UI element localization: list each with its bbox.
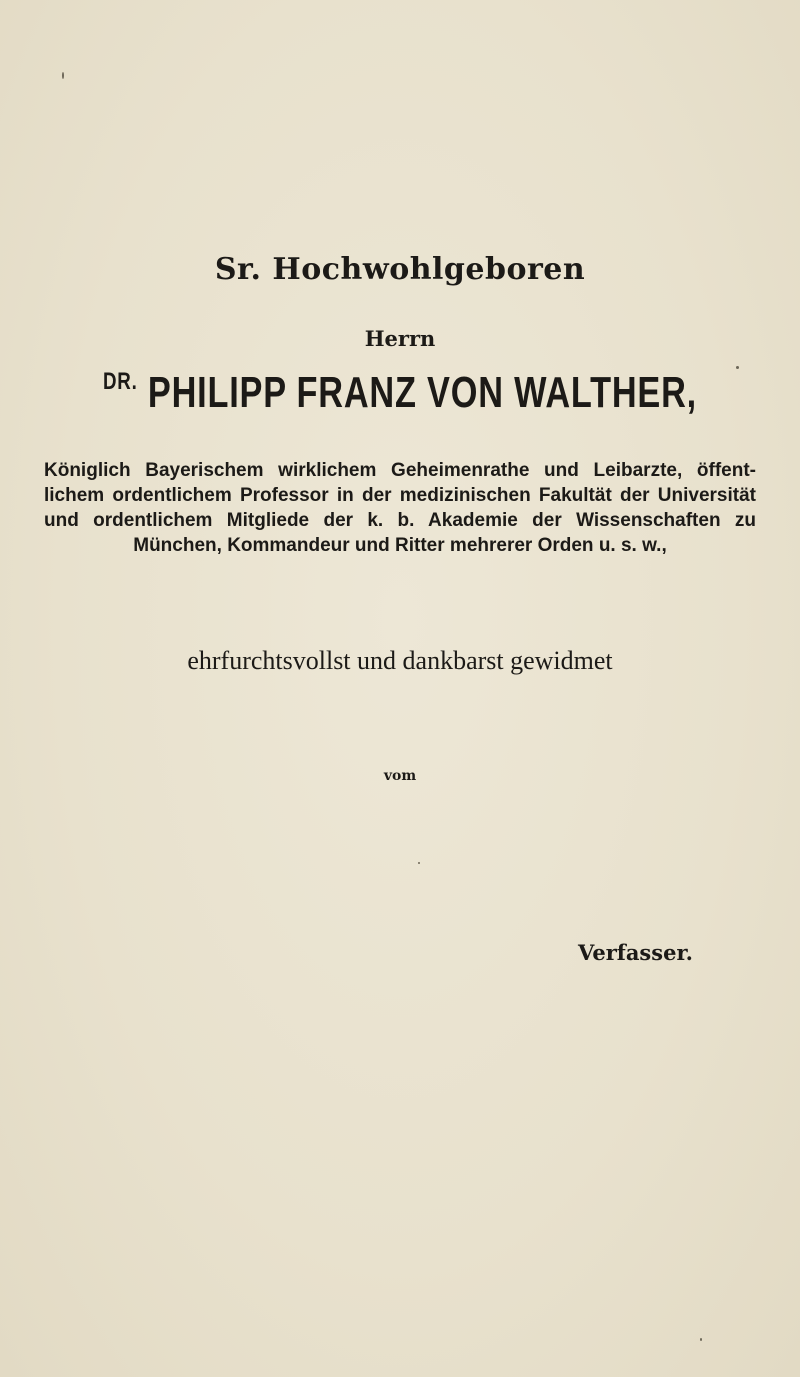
paper-speck <box>736 366 739 369</box>
name-text: PHILIPP FRANZ VON WALTHER, <box>147 368 697 417</box>
name-prefix: DR. <box>103 368 138 395</box>
dedicatee-titles: Königlich Bayerischem wirklichem Geheimenrathe und Leibarzte, öffent-lichem ordentlichem Professor in der medizinischen Fakultät der Universität und ordentlichem Mitgliede der k. b. Akademie der Wissenschaften zu München, Kommandeur und Ritter mehrerer Orden u. s. w., <box>44 460 756 556</box>
author-signature: Verfasser. <box>578 940 693 965</box>
salutation: Sr. Hochwohlgeboren <box>214 252 586 287</box>
dedicatee-name <box>88 368 712 418</box>
paper-speck <box>62 72 64 79</box>
vom-text: vom <box>383 768 417 784</box>
paper-speck <box>700 1338 702 1341</box>
herrn-heading: Herrn <box>364 326 436 351</box>
dedication-line: ehrfurchtsvollst und dankbarst gewidmet <box>187 646 613 675</box>
paper-speck <box>418 862 420 864</box>
